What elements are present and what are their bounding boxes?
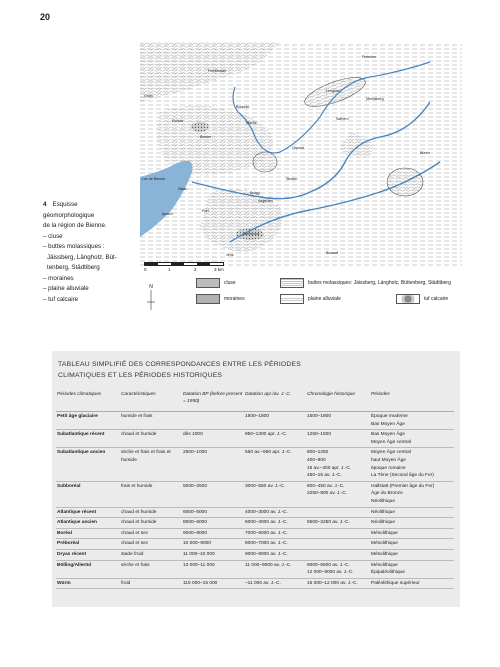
legend-label: tuf calcaire	[424, 296, 449, 302]
caption-list-item: – plaine alluviale	[43, 285, 89, 292]
cell-historical-chronology-line: 2250–800 av. J.-C.	[307, 491, 348, 497]
cell-periods-line: Néolithique	[371, 509, 396, 515]
cell-periods-line: Moyen Âge central	[371, 439, 411, 445]
table-title-line: TABLEAU SIMPLIFIÉ DES CORRESPONDANCES ENTRE LES PÉRIODES	[58, 361, 301, 368]
cell-dating-bp: 11 000–10 000	[182, 549, 244, 560]
cell-periods-line: Époque moderne	[371, 414, 408, 419]
legend-label: moraines	[224, 296, 245, 302]
caption-list-item: – cluse	[43, 232, 63, 240]
cell-periods	[370, 448, 454, 481]
cell-historical-chronology	[306, 549, 370, 560]
cell-dating-ad-bc: 6000–4000 av. J.-C.	[244, 518, 306, 529]
cell-periods	[370, 481, 454, 507]
cell-dating-bp: 5000–2500	[182, 481, 244, 507]
cell-historical-chronology	[306, 539, 370, 550]
cell-characteristics: sèche et frais	[120, 560, 182, 578]
place-label: Büren	[420, 151, 430, 155]
place-label: Port	[202, 209, 209, 213]
caption-list-item: – buttes molassiques :	[43, 243, 105, 250]
cell-periods-line: Mésolithique	[371, 551, 398, 557]
cell-periods	[370, 528, 454, 539]
cell-historical-chronology-line: 450–15 av. J.-C.	[307, 473, 342, 479]
cell-dating-ad-bc: 9000–8000 av. J.-C.	[244, 549, 306, 560]
cell-historical-chronology	[306, 412, 370, 430]
caption-title-line: Esquisse	[52, 201, 78, 208]
cell-climatic-period: Subboréal	[56, 481, 120, 507]
table-row	[56, 539, 454, 550]
place-label: Nidau	[178, 187, 188, 191]
cell-historical-chronology-line: 800–450 av. J.-C.	[307, 483, 345, 489]
place-label: Bellmund	[244, 232, 259, 236]
cell-periods-line: Hallstatt (Premier âge du Fer)	[371, 483, 435, 489]
cell-periods	[370, 430, 454, 448]
table-title	[58, 359, 301, 381]
caption-title-line: géomorphologique	[43, 211, 95, 219]
cell-dating-ad-bc: 11 000–9000 av. J.-C.	[244, 560, 306, 578]
cell-periods	[370, 507, 454, 518]
place-label: Orvin	[144, 94, 153, 98]
legend-swatch	[280, 294, 304, 304]
cell-dating-bp: 13 000–11 000	[182, 560, 244, 578]
cell-periods	[370, 578, 454, 589]
cell-periods	[370, 518, 454, 529]
cell-periods-line: Bas Moyen Âge	[371, 432, 405, 438]
cell-periods-line: Épipaléolithique	[371, 570, 405, 576]
place-label: Jens	[226, 253, 234, 257]
legend-label: plaine alluviale	[308, 296, 341, 302]
cell-dating-bp: 9000–8000	[182, 528, 244, 539]
cell-characteristics: chaud et sec	[120, 539, 182, 550]
cell-dating-ad-bc: –11 000 av. J.-C.	[244, 578, 306, 589]
cell-periods-line: La Tène (Second âge du Fer)	[371, 473, 434, 479]
legend-swatch	[396, 294, 420, 304]
cell-climatic-period: Dryas récent	[56, 549, 120, 560]
scale-label: 2	[194, 267, 197, 272]
place-label: Studen	[286, 177, 298, 181]
table-row	[56, 448, 454, 481]
cell-dating-bp: 6000–5000	[182, 507, 244, 518]
cell-periods-line: Mésolithique	[371, 562, 398, 568]
table-row	[56, 578, 454, 589]
cell-dating-ad-bc: 8000–7000 av. J.-C.	[244, 539, 306, 550]
caption-list-item: Jäissberg, Längholz, Büt-	[47, 253, 117, 261]
north-label: N	[149, 284, 153, 290]
legend-swatch	[280, 278, 304, 288]
correspondence-table-box	[52, 351, 460, 607]
cell-climatic-period: Boréal	[56, 528, 120, 539]
column-header: Caractéristiques	[120, 389, 182, 412]
cell-dating-ad-bc: 3000–550 av. J.-C.	[244, 481, 306, 507]
cell-dating-bp: 10 000–9000	[182, 539, 244, 550]
cell-periods-line: époque romaine	[371, 465, 406, 471]
table-title-line: CLIMATIQUES ET LES PÉRIODES HISTORIQUES	[58, 372, 223, 379]
caption-title-line: de la région de Bienne.	[43, 222, 107, 229]
cell-climatic-period: Préboréal	[56, 539, 120, 550]
scale-bar	[144, 262, 234, 274]
cell-characteristics: humide et frais	[120, 412, 182, 430]
table-row	[56, 518, 454, 529]
cell-historical-chronology-line: 400–800	[307, 457, 326, 463]
legend-item-cluse	[196, 278, 236, 288]
place-label: Pieterlen	[362, 55, 377, 59]
cell-historical-chronology	[306, 518, 370, 529]
cell-climatic-period: Subatlantique ancien	[56, 448, 120, 481]
cell-periods-line: Âge du Bronze	[371, 491, 403, 497]
table-row	[56, 481, 454, 507]
figure-caption	[43, 200, 133, 305]
table-row	[56, 507, 454, 518]
cell-historical-chronology	[306, 578, 370, 589]
place-label: Brügg	[250, 191, 260, 195]
cell-periods	[370, 412, 454, 430]
place-label: Evilard	[172, 119, 183, 123]
cell-periods-line: haut Moyen Âge	[371, 457, 406, 463]
cell-climatic-period: Würm	[56, 578, 120, 589]
butte-langholz	[253, 152, 277, 172]
cell-periods-line: Bas Moyen Âge	[371, 421, 405, 427]
geomorphological-map	[140, 42, 462, 266]
cell-historical-chronology	[306, 560, 370, 578]
place-label: Bienne	[200, 135, 212, 139]
cell-historical-chronology	[306, 507, 370, 518]
legend-swatch	[196, 278, 220, 288]
cell-dating-ad-bc: 4000–3000 av. J.-C.	[244, 507, 306, 518]
legend-label: buttes molassiques: Jäissberg, Längholz, Büttenberg, Städtiberg	[308, 280, 451, 286]
column-header: Périodes climatiques	[56, 389, 120, 412]
cell-climatic-period: Bölling/Alleröd	[56, 560, 120, 578]
place-label: Safnern	[336, 117, 349, 121]
cell-historical-chronology-line: 800–1250	[307, 450, 329, 456]
cell-climatic-period: Subatlantique récent	[56, 430, 120, 448]
cell-periods	[370, 549, 454, 560]
cell-periods-line: Mésolithique	[371, 541, 398, 547]
cell-periods-line: Néolithique	[371, 498, 396, 504]
cell-dating-bp: 2500–1000	[182, 448, 244, 481]
cell-historical-chronology-line: 5500–2250 av. J.-C.	[307, 520, 350, 526]
legend-item-buttes	[280, 278, 451, 288]
legend-item-moraines	[196, 294, 245, 304]
place-label: Mâche	[246, 121, 257, 125]
cell-characteristics: sèche et frais et frais et humide	[120, 448, 182, 481]
cell-climatic-period: Atlantique ancien	[56, 518, 120, 529]
table-body	[56, 412, 454, 589]
north-arrow-icon	[146, 290, 156, 310]
scale-label: 1	[168, 267, 171, 272]
cell-historical-chronology	[306, 528, 370, 539]
cell-dating-ad-bc: 950–1300 apr. J.-C.	[244, 430, 306, 448]
cell-climatic-period: Atlantique récent	[56, 507, 120, 518]
cell-periods	[370, 560, 454, 578]
cell-historical-chronology-line: 1250–1500	[307, 432, 332, 438]
figure-number: 4	[43, 201, 47, 208]
cell-characteristics: chaud et humide	[120, 430, 182, 448]
cell-characteristics: frais et humide	[120, 481, 182, 507]
column-header: Datation BP (before present = 1950)	[182, 389, 244, 412]
cell-characteristics: froid	[120, 578, 182, 589]
place-label: Aegerten	[258, 199, 273, 203]
cell-historical-chronology	[306, 448, 370, 481]
column-header: Datation apr./av. J.-C.	[244, 389, 306, 412]
north-arrow	[146, 284, 156, 312]
cell-dating-bp: 8000–6000	[182, 518, 244, 529]
scale-label: 0	[144, 267, 147, 272]
place-label: Meinisberg	[366, 97, 384, 101]
caption-list-item: – moraines	[43, 274, 74, 282]
cell-historical-chronology-line: 12 000–9000 av. J.-C.	[307, 570, 354, 576]
map-legend	[196, 278, 462, 312]
legend-item-tuf	[396, 294, 448, 304]
cell-periods-line: Mésolithique	[371, 530, 398, 536]
place-label: Lengnau	[326, 89, 340, 93]
column-header: Périodes	[370, 389, 454, 412]
table-row	[56, 528, 454, 539]
cell-historical-chronology	[306, 430, 370, 448]
cell-characteristics: stade froid	[120, 549, 182, 560]
cell-dating-bp	[182, 412, 244, 430]
cell-historical-chronology	[306, 481, 370, 507]
legend-swatch	[196, 294, 220, 304]
scale-label: 3 km	[214, 267, 224, 272]
place-label: Ipsach	[162, 212, 173, 216]
cell-characteristics: chaud et sec	[120, 528, 182, 539]
place-label: Boujean	[236, 105, 250, 109]
cell-dating-ad-bc: 550 av.–950 apr. J.-C.	[244, 448, 306, 481]
caption-list-item: – tuf calcaire	[43, 295, 79, 303]
cell-dating-ad-bc: 1500–1800	[244, 412, 306, 430]
legend-label: cluse	[224, 280, 236, 286]
table-row	[56, 430, 454, 448]
cell-periods-line: Moyen Âge central	[371, 450, 411, 456]
cell-historical-chronology-line: 15 av.–400 apr. J.-C.	[307, 465, 352, 471]
moraine-patch	[191, 122, 209, 132]
column-header: Chronologie historique	[306, 389, 370, 412]
cell-periods-line: Néolithique	[371, 520, 396, 526]
cell-historical-chronology-line: 9000–5500 av. J.-C.	[307, 562, 350, 568]
cell-characteristics: chaud et humide	[120, 507, 182, 518]
cell-climatic-period: Petit âge glaciaire	[56, 412, 120, 430]
cell-dating-bp: 115 000–15 000	[182, 578, 244, 589]
table-row	[56, 549, 454, 560]
correspondence-table	[56, 389, 454, 589]
caption-list-item: tenberg, Städtiberg	[47, 264, 100, 271]
scale-bar-graphic	[144, 262, 224, 266]
table-row	[56, 412, 454, 430]
cell-periods-line: Paléolithique supérieur	[371, 580, 420, 586]
cell-periods	[370, 539, 454, 550]
cell-characteristics: chaud et humide	[120, 518, 182, 529]
page-number: 20	[40, 12, 51, 22]
legend-item-plaine	[280, 294, 341, 304]
cell-dating-bp: dès 1000	[182, 430, 244, 448]
cell-dating-ad-bc: 7000–6000 av. J.-C.	[244, 528, 306, 539]
place-label: Orpund	[292, 146, 304, 150]
table-header-row	[56, 389, 454, 412]
place-label: Busswil	[326, 251, 339, 255]
cell-historical-chronology-line: 15 000–12 000 av. J.-C.	[307, 580, 358, 586]
table-row	[56, 560, 454, 578]
place-label: Lac de Bienne	[142, 177, 165, 181]
place-label: Friedliswart	[208, 69, 227, 73]
cell-historical-chronology-line: 1500–1800	[307, 414, 332, 419]
